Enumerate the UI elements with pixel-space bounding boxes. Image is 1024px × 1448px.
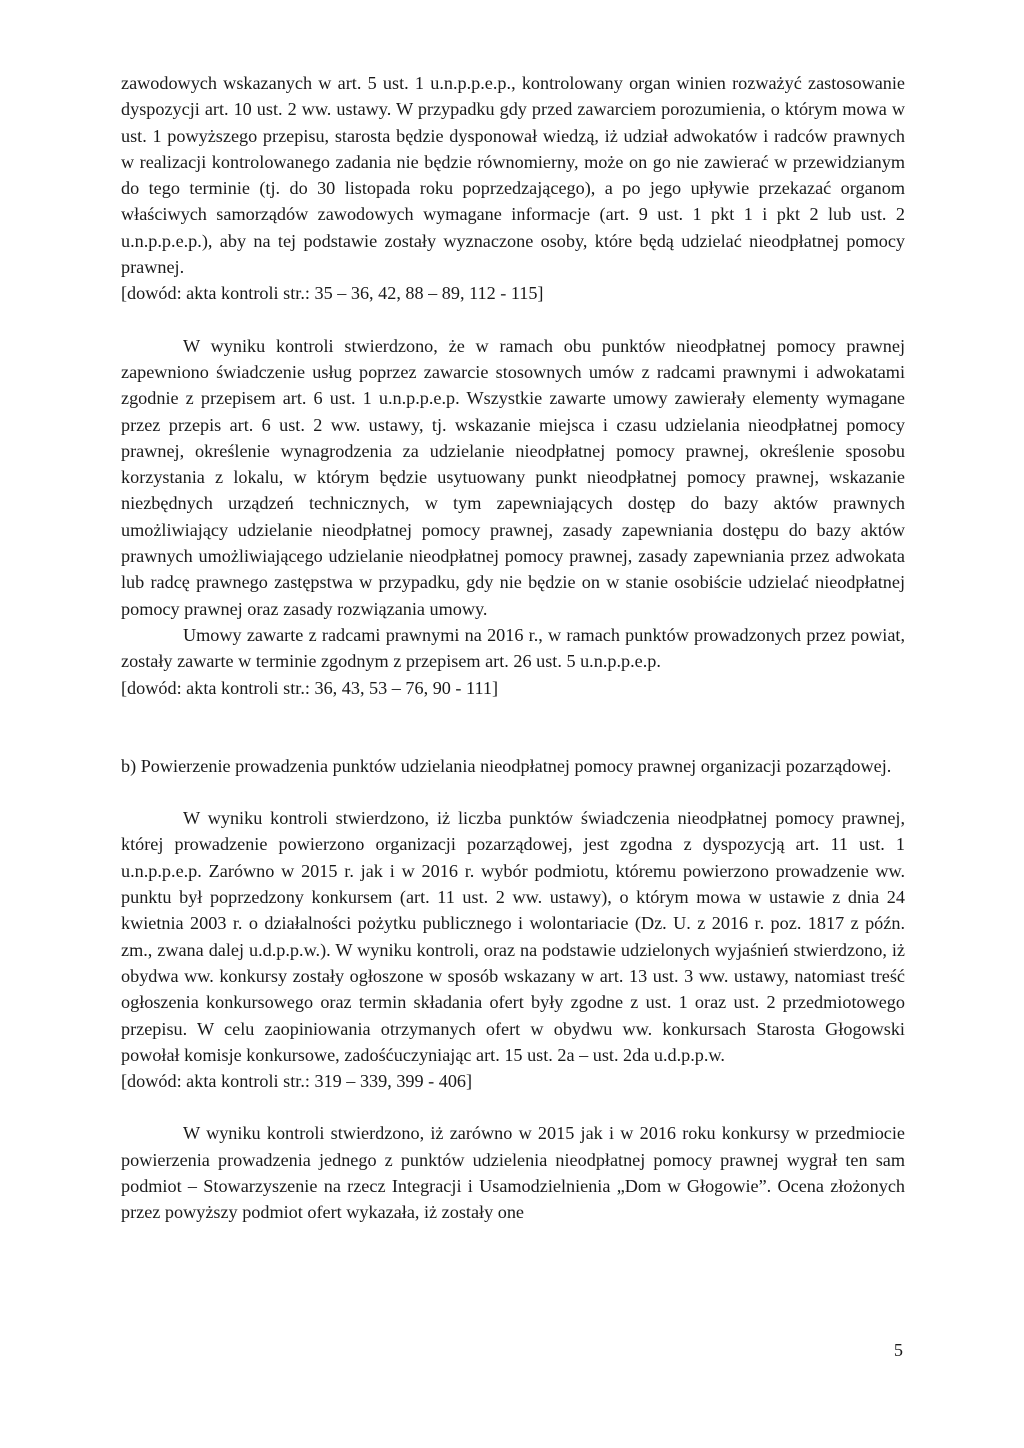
page-number: 5 [893, 1340, 903, 1360]
paragraph-gap [121, 307, 905, 333]
document-body [121, 70, 905, 1226]
paragraph-competition-winner: W wyniku kontroli stwierdzono, iż zarówno w 2015 jak i w 2016 roku konkursy w przedmiocie powierzenia prowadzenia jednego z punktów udzielenia nieodpłatnej pomocy prawnej wygrał ten sam podmiot – Stowarzyszenie na rzecz Integracji i Usamodzielnienia „Dom w Głogowie”. Ocena złożonych przez powyższy podmiot ofert wykazała, iż zostały one [121, 1123, 905, 1223]
evidence-reference: [dowód: akta kontroli str.: 36, 43, 53 – 76, 90 - 111] [121, 677, 499, 698]
section-heading-b: b) Powierzenie prowadzenia punktów udzielania nieodpłatnej pomocy prawnej organizacji pozarządowej. [121, 755, 892, 776]
paragraph-contracts-findings: W wyniku kontroli stwierdzono, że w ramach obu punktów nieodpłatnej pomocy prawnej zapewniono świadczenie usług poprzez zawarcie stosownych umów z radcami prawnymi i adwokatami zgodnie z przepisem art. 6 ust. 1 u.n.p.p.e.p. Wszystkie zawarte umowy zawierały elementy wymagane przez przepis art. 6 ust. 2 ww. ustawy, tj. wskazanie miejsca i czasu udzielania nieodpłatnej pomocy prawnej, określenie wynagrodzenia za udzielanie nieodpłatnej pomocy prawnej, określenie sposobu korzystania z lokalu, w którym będzie usytuowany punkt nieodpłatnej pomocy prawnej, wskazanie niezbędnych urządzeń technicznych, w tym zapewniających dostęp do bazy aktów prawnych umożliwiający udzielanie nieodpłatnej pomocy prawnej, zasady zapewniania dostępu do bazy aktów prawnych umożliwiającego udzielanie nieodpłatnej pomocy prawnej, zasady zapewniania przez adwokata lub radcę prawnego zastępstwa w przypadku, gdy nie będzie on w stanie osobiście udzielać nieodpłatnej pomocy prawnej oraz zasady rozwiązania umowy. [121, 335, 905, 619]
paragraph-contractor-distribution: zawodowych wskazanych w art. 5 ust. 1 u.n.p.p.e.p., kontrolowany organ winien rozważyć zastosowanie dyspozycji art. 10 ust. 2 ww. ustawy. W przypadku gdy przed zawarciem porozumienia, o którym mowa w ust. 1 powyższego przepisu, starosta będzie dysponował wiedzą, iż udział adwokatów i radców prawnych w realizacji kontrolowanego zadania nie będzie równomierny, może on go nie zawierać w przewidzianym do tego terminie (tj. do 30 listopada roku poprzedzającego), a po jego upływie przekazać organom właściwych samorządów zawodowych wymagane informacje (art. 9 ust. 1 pkt 1 i pkt 2 lub ust. 2 u.n.p.p.e.p.), aby na tej podstawie zostały wyznaczone osoby, które będą udzielać nieodpłatnej pomocy prawnej. [121, 73, 905, 278]
evidence-reference: [dowód: akta kontroli str.: 35 – 36, 42, 88 – 89, 112 - 115] [121, 283, 544, 304]
section-gap [121, 701, 905, 753]
paragraph-gap [121, 1094, 905, 1120]
paragraph-contracts-2016: Umowy zawarte z radcami prawnymi na 2016 r., w ramach punktów prowadzonych przez powiat, zostały zawarte w terminie zgodnym z przepisem art. 26 ust. 5 u.n.p.p.e.p. [121, 624, 905, 672]
paragraph-ngo-competition: W wyniku kontroli stwierdzono, iż liczba punktów świadczenia nieodpłatnej pomocy prawnej, której prowadzenie powierzono organizacji pozarządowej, jest zgodna z dyspozycją art. 11 ust. 1 u.n.p.p.e.p. Zarówno w 2015 r. jak i w 2016 r. wybór podmiotu, któremu powierzono prowadzenie ww. punktu był poprzedzony konkursem (art. 11 ust. 2 ww. ustawy), o którym mowa w ustawie z dnia 24 kwietnia 2003 r. o działalności pożytku publicznego i wolontariacie (Dz. U. z 2016 r. poz. 1817 z późn. zm., zwana dalej u.d.p.p.w.). W wyniku kontroli, oraz na podstawie udzielonych wyjaśnień stwierdzono, iż obydwa ww. konkursy zostały ogłoszone w sposób wskazany w art. 13 ust. 3 ww. ustawy, natomiast treść ogłoszenia konkursowego oraz termin składania ofert były zgodne z ust. 1 oraz ust. 2 przedmiotowego przepisu. W celu zaopiniowania otrzymanych ofert w obydwu ww. konkursach Starosta Głogowski powołał komisje konkursowe, zadośćuczyniając art. 15 ust. 2a – ust. 2da u.d.p.p.w. [121, 808, 905, 1065]
paragraph-gap [121, 779, 905, 805]
evidence-reference: [dowód: akta kontroli str.: 319 – 339, 399 - 406] [121, 1071, 473, 1092]
